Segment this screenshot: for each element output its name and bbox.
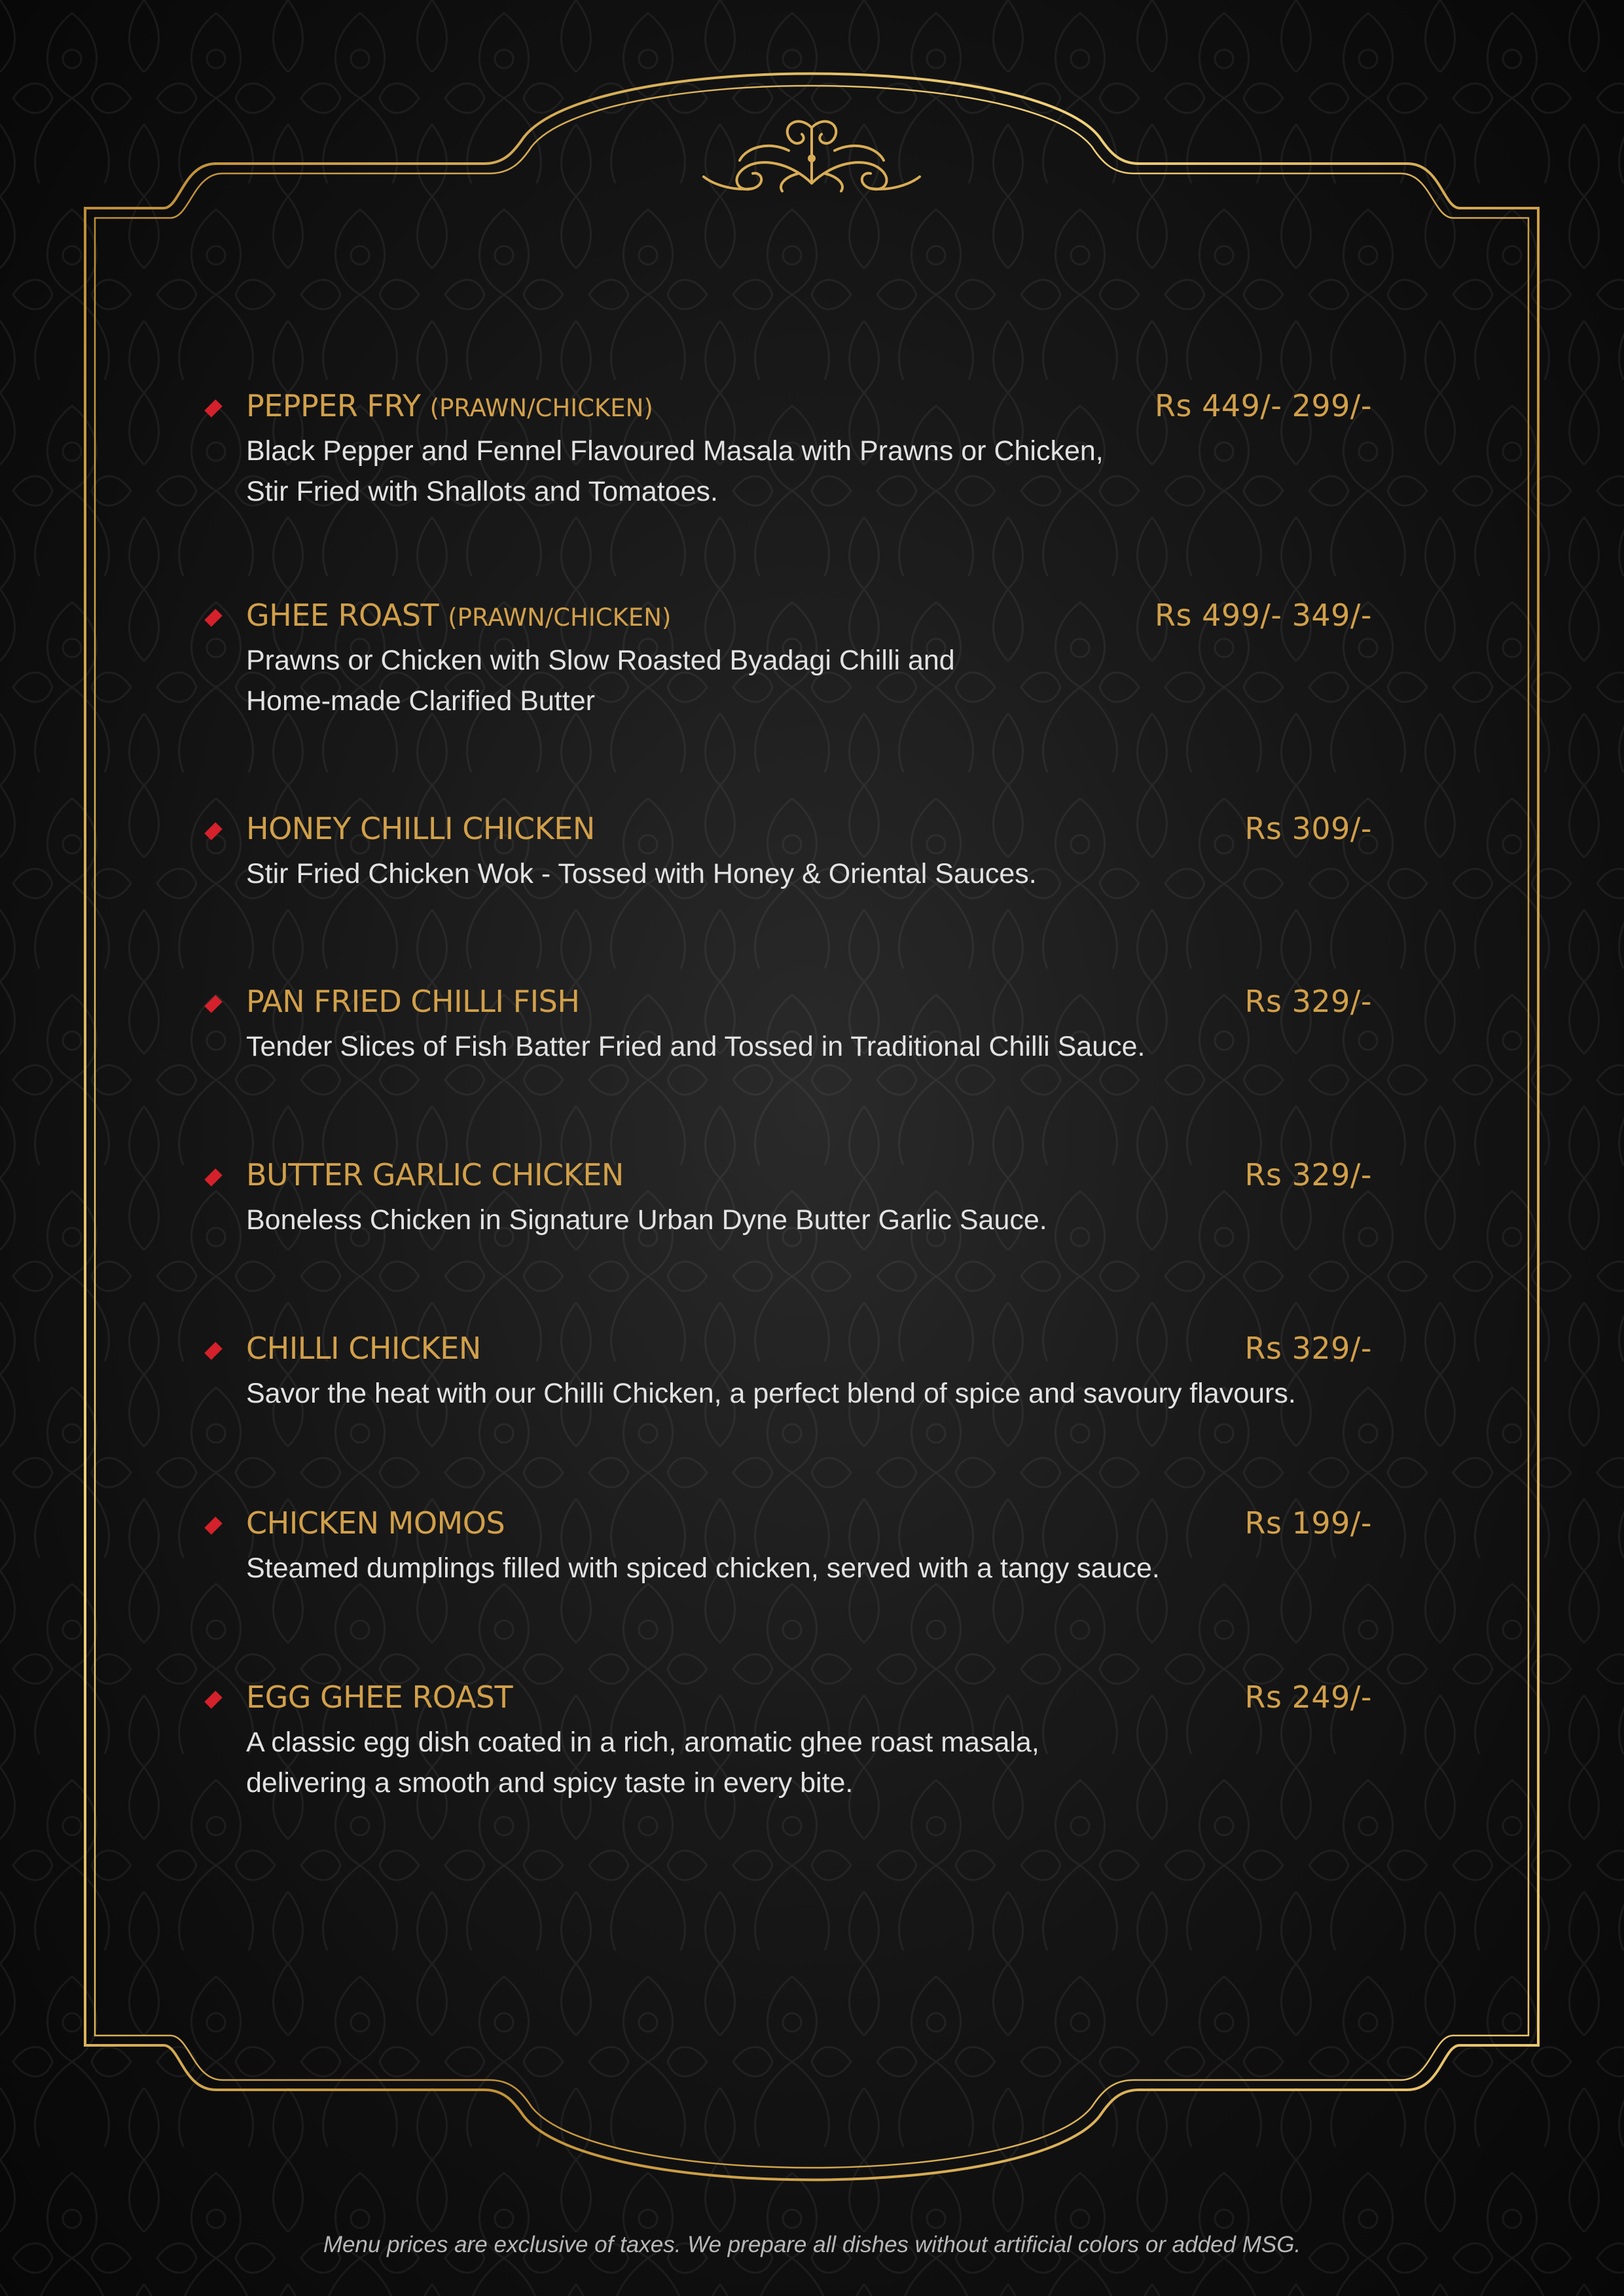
menu-item-header [246, 1149, 1372, 1201]
menu-item-price: Rs 199/- [1244, 1505, 1372, 1541]
menu-item-header [246, 1322, 1372, 1374]
menu-item-header [246, 802, 1372, 855]
menu-item-price: Rs 249/- [1244, 1679, 1372, 1715]
menu-item-name: CHILLI CHICKEN [246, 1331, 481, 1366]
menu-item-price: Rs 309/- [1244, 811, 1372, 846]
menu-item-price: Rs 499/- 349/- [1155, 598, 1372, 633]
menu-item-price: Rs 329/- [1244, 1331, 1372, 1366]
menu-item-description: Boneless Chicken in Signature Urban Dyne Butter Garlic Sauce. [246, 1204, 1047, 1236]
ornamental-flourish-icon [700, 111, 923, 196]
menu-item-name: PEPPER FRY (PRAWN/CHICKEN) [246, 388, 653, 423]
menu-item-name: BUTTER GARLIC CHICKEN [246, 1157, 624, 1193]
menu-item-description: Savor the heat with our Chilli Chicken, a perfect blend of spice and savoury flavours. [246, 1378, 1296, 1409]
menu-item-description: A classic egg dish coated in a rich, aromatic ghee roast masala, delivering a smooth and spicy taste in every bite. [246, 1727, 1039, 1799]
menu-item-price: Rs 329/- [1244, 1157, 1372, 1193]
menu-item-header [246, 975, 1372, 1028]
menu-item-name: CHICKEN MOMOS [246, 1505, 505, 1541]
menu-item-price: Rs 329/- [1244, 984, 1372, 1019]
menu-item-description: Stir Fried Chicken Wok - Tossed with Honey & Oriental Sauces. [246, 858, 1037, 889]
menu-item-header [246, 589, 1372, 641]
menu-item-description: Steamed dumplings filled with spiced chicken, served with a tangy sauce. [246, 1552, 1160, 1584]
menu-item-header [246, 1497, 1372, 1549]
menu-item-name: PAN FRIED CHILLI FISH [246, 984, 580, 1019]
menu-item-variant: (PRAWN/CHICKEN) [429, 394, 653, 422]
menu-item-description: Black Pepper and Fennel Flavoured Masala with Prawns or Chicken, Stir Fried with Shallots and Tomatoes. [246, 435, 1104, 507]
footer-note: Menu prices are exclusive of taxes. We prepare all dishes without artificial colors or added MSG. [323, 2232, 1301, 2257]
menu-item-name: HONEY CHILLI CHICKEN [246, 811, 595, 846]
menu-item-description: Tender Slices of Fish Batter Fried and Tossed in Traditional Chilli Sauce. [246, 1031, 1146, 1062]
menu-item-variant: (PRAWN/CHICKEN) [448, 603, 672, 632]
menu-item-price: Rs 449/- 299/- [1155, 388, 1372, 423]
menu-item-name: GHEE ROAST (PRAWN/CHICKEN) [246, 598, 672, 633]
menu-item-name: EGG GHEE ROAST [246, 1679, 513, 1715]
menu-item-header [246, 1671, 1372, 1723]
menu-item-header [246, 380, 1372, 432]
menu-item-description: Prawns or Chicken with Slow Roasted Byadagi Chilli and Home-made Clarified Butter [246, 645, 955, 717]
